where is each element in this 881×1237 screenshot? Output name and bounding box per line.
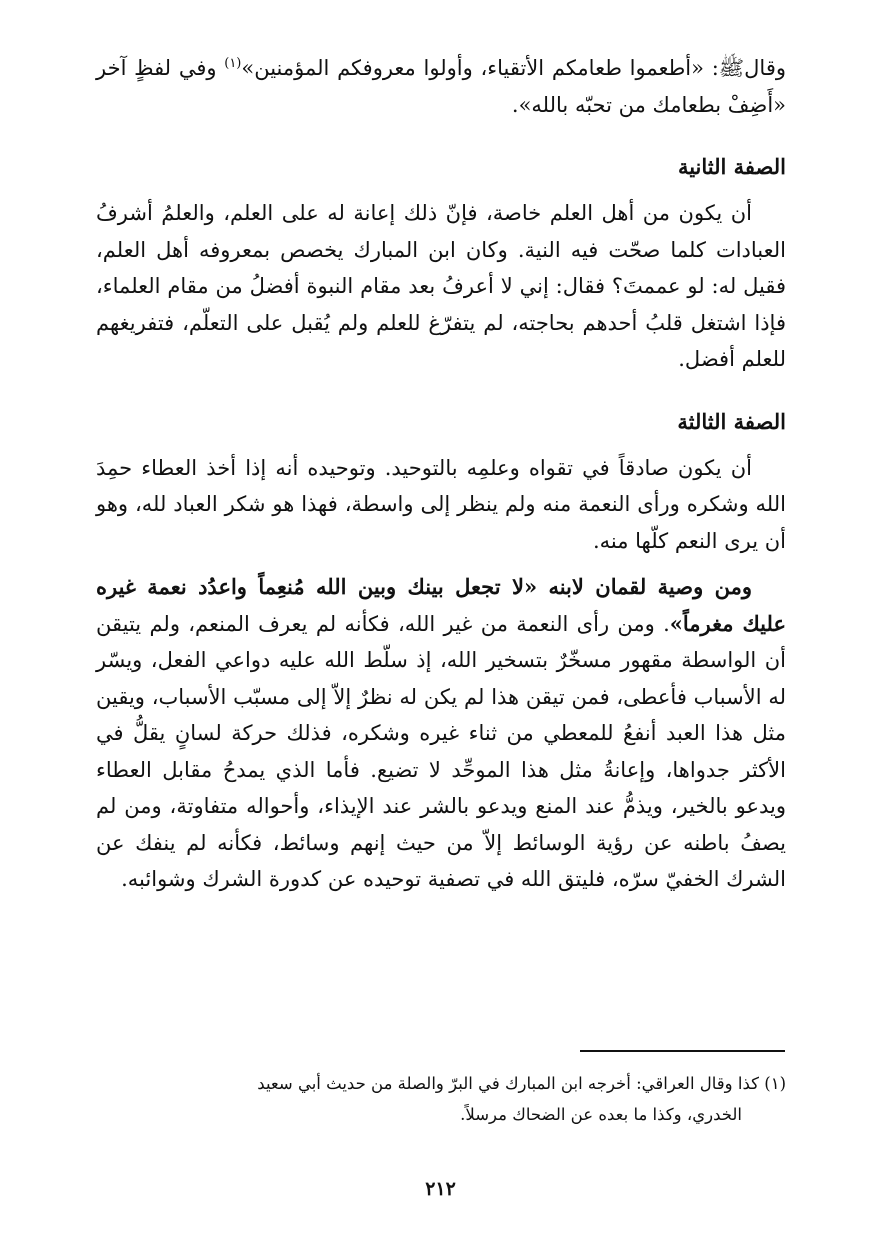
hadith-text-continued: وفي لفظٍ آخر «أَضِفْ بطعامك من تحبّه بالله».: [96, 56, 786, 117]
footnote-marker: (١): [764, 1074, 786, 1093]
paragraph-hadith: [96, 50, 786, 123]
footnote-line-2: الخدري، وكذا ما بعده عن الضحاك مرسلاً.: [460, 1105, 742, 1124]
luqman-commentary: . ومن رأى النعمة من غير الله، فكأنه لم يعرف المنعم، ولم يتيقن أن الواسطة مقهور مسخّرٌ بتسخير الله، إذ سلّط الله عليه دواعي الفعل، ويسّر له الأسباب فأعطى، فمن تيقن هذا لم يكن له نظرٌ إلاّ إلى مسبّب الأسباب، ويقين مثل هذا العبد أنفعُ للمعطي من ثناء غيره وشكره، فذلك حركة لسانٍ يقلُّ في الأكثر جدواها، وإعانةُ مثل هذا الموحِّد لا تضيع. فأما الذي يمدحُ مقابل العطاء ويدعو بالخير، ويذمُّ عند المنع ويدعو بالشر عند الإيذاء، وأحواله متفاوتة، ومن لم يصفُ باطنه عن رؤية الوسائط إلاّ من حيث إنهم وسائط، فكأنه لم ينفك عن الشرك الخفيّ سرّه، فليتق الله في تصفية توحيده عن كدورة الشرك وشوائبه.: [96, 611, 786, 891]
footnote-reference[interactable]: (١): [224, 56, 242, 71]
section-heading-third-trait: الصفة الثالثة: [677, 408, 786, 434]
page-body: [96, 50, 786, 898]
paragraph-luqman-advice: [96, 569, 786, 898]
hadith-text: وقالﷺ: «أطعموا طعامكم الأتقياء، وأولوا معروفكم المؤمنين»: [241, 56, 786, 80]
section-heading-second-trait: الصفة الثانية: [677, 154, 786, 179]
page-number: ٢١٢: [425, 1178, 456, 1200]
footnote-line-1: كذا وقال العراقي: أخرجه ابن المبارك في البرّ والصلة من حديث أبي سعيد: [257, 1074, 765, 1093]
footnote-divider: [580, 1050, 785, 1052]
paragraph-second-trait: أن يكون من أهل العلم خاصة، فإنّ ذلك إعانة له على العلم، والعلمُ أشرفُ العبادات كلما صحّت فيه النية. وكان ابن المبارك يخصص بمعروفه أهل العلم، فقيل له: لو عممتَ؟ فقال: إني لا أعرفُ بعد مقام النبوة أفضلُ من مقام العلماء، فإذا اشتغل قلبُ أحدهم بحاجته، لم يتفرّغ للعلم ولم يُقبل على التعلّم، فتفريغهم للعلم أفضل.: [96, 201, 786, 371]
luqman-quote: ومن وصية لقمان لابنه «لا تجعل بينك وبين الله مُنعِماً واعدُد نعمة غيره عليك مغرماً»: [96, 574, 786, 636]
paragraph-third-trait: أن يكون صادقاً في تقواه وعلمِه بالتوحيد. وتوحيده أنه إذا أخذ العطاء حمِدَ الله وشكره ورأى النعمة منه ولم ينظر إلى واسطة، فهذا هو شكر العباد لله، وهو أن يرى النعم كلّها منه.: [96, 455, 786, 553]
footnote: [96, 1068, 786, 1130]
